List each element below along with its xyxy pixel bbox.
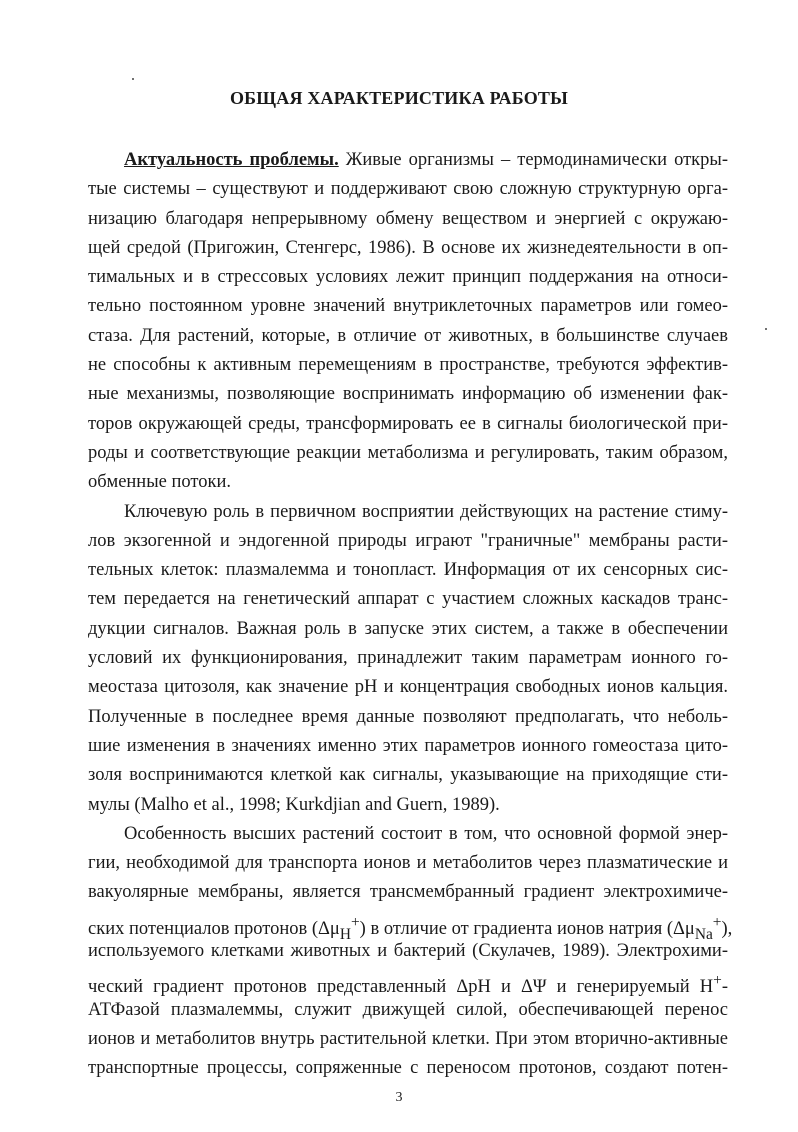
paragraph-3-line: гии, необходимой для транспорта ионов и метаболитов через плазматические и: [88, 853, 728, 874]
document-title: ОБЩАЯ ХАРАКТЕРИСТИКА РАБОТЫ: [229, 88, 569, 108]
page-number: 3: [395, 1090, 403, 1105]
section-heading: Актуальность проблемы.: [124, 150, 339, 170]
paragraph-2-line: лов экзогенной и эндогенной природы играют "граничные" мембраны расти-: [88, 530, 728, 551]
paragraph-3-line: ионов и метаболитов внутрь растительной клетки. При этом вторично-активные: [88, 1028, 728, 1049]
body-text: [88, 146, 733, 1084]
paragraph-1-line: роды и соответствующие реакции метаболизма и регулировать, таким образом,: [88, 442, 728, 463]
paragraph-2-line: условий их функционирования, принадлежит таким параметрам ионного го-: [88, 648, 728, 669]
paragraph-2-line: шие изменения в значениях именно этих параметров ионного гомеостаза цито-: [88, 735, 728, 756]
paragraph-3-line: ских потенциалов протонов $(\Delta\mu_H^+)$ в отличие от градиента ионов натрия $(\Delta\mu_{Na}^+)$,: [88, 913, 733, 943]
paragraph-1-line: Актуальность проблемы. Живые организмы – термодинамически откры-: [124, 150, 728, 170]
paragraph-1-line: тельно постоянном уровне значений внутриклеточных параметров или гомео-: [88, 296, 728, 317]
paragraph-3-line: вакуолярные мембраны, является трансмембранный градиент электрохимиче-: [88, 882, 728, 903]
paragraph-1-line: ные механизмы, позволяющие воспринимать информацию об изменении фак-: [88, 384, 728, 405]
paragraph-1-line: тые системы – существуют и поддерживают свою сложную структурную орга-: [88, 179, 728, 200]
paragraph-1-line: обменные потоки.: [88, 472, 231, 493]
paragraph-2-line: дукции сигналов. Важная роль в запуске этих систем, а также в обеспечении: [88, 618, 728, 639]
speck-mark: [132, 78, 134, 80]
paragraph-1-line: щей средой (Пригожин, Стенгерс, 1986). В основе их жизнедеятельности в оп-: [88, 237, 728, 258]
paragraph-2-line: мулы (Malho et al., 1998; Kurkdjian and Guern, 1989).: [88, 794, 500, 815]
paragraph-2-line: тем передается на генетический аппарат с участием сложных каскадов транс-: [88, 589, 728, 610]
superscript-plus: +: [350, 913, 360, 931]
paragraph-3-line: Особенность высших растений состоит в том, что основной формой энер-: [124, 823, 728, 844]
superscript-plus: +: [712, 913, 722, 931]
paragraph-2-line: Ключевую роль в первичном восприятии действующих на растение стиму-: [124, 501, 728, 522]
paragraph-1-line: стаза. Для растений, которые, в отличие от животных, в большинстве случаев: [88, 325, 728, 346]
speck-mark: [765, 328, 767, 330]
paragraph-2-line: меостаза цитозоля, как значение pH и концентрация свободных ионов кальция.: [88, 677, 728, 698]
paragraph-3-line: транспортные процессы, сопряженные с переносом протонов, создают потен-: [88, 1058, 728, 1079]
paragraph-2-line: золя воспринимаются клеткой как сигналы, указывающие на приходящие сти-: [88, 765, 728, 786]
paragraph-3-line: ческий градиент протонов представленный ΔpH и ΔΨ и генерируемый H+-: [88, 972, 728, 998]
paragraph-1-line: низацию благодаря непрерывному обмену веществом и энергией с окружаю-: [88, 208, 728, 229]
paragraph-1-line: тимальных и в стрессовых условиях лежит принцип поддержания на относи-: [88, 267, 728, 288]
paragraph-3-line: используемого клетками животных и бактерий (Скулачев, 1989). Электрохими-: [88, 941, 728, 962]
paragraph-2-line: Полученные в последнее время данные позволяют предполагать, что неболь-: [88, 706, 728, 727]
paragraph-2-line: тельных клеток: плазмалемма и тонопласт. Информация от их сенсорных сис-: [88, 560, 728, 581]
superscript-plus: +: [713, 972, 722, 990]
subscript-na: Na: [694, 925, 713, 943]
paragraph-3-line: АТФазой плазмалеммы, служит движущей силой, обеспечивающей перенос: [88, 999, 728, 1020]
paragraph-1-line: торов окружающей среды, трансформировать ее в сигналы биологической при-: [88, 413, 728, 434]
subscript-h: H: [339, 925, 351, 943]
paragraph-1-line: не способны к активным перемещениям в пространстве, требуются эффектив-: [88, 355, 728, 376]
